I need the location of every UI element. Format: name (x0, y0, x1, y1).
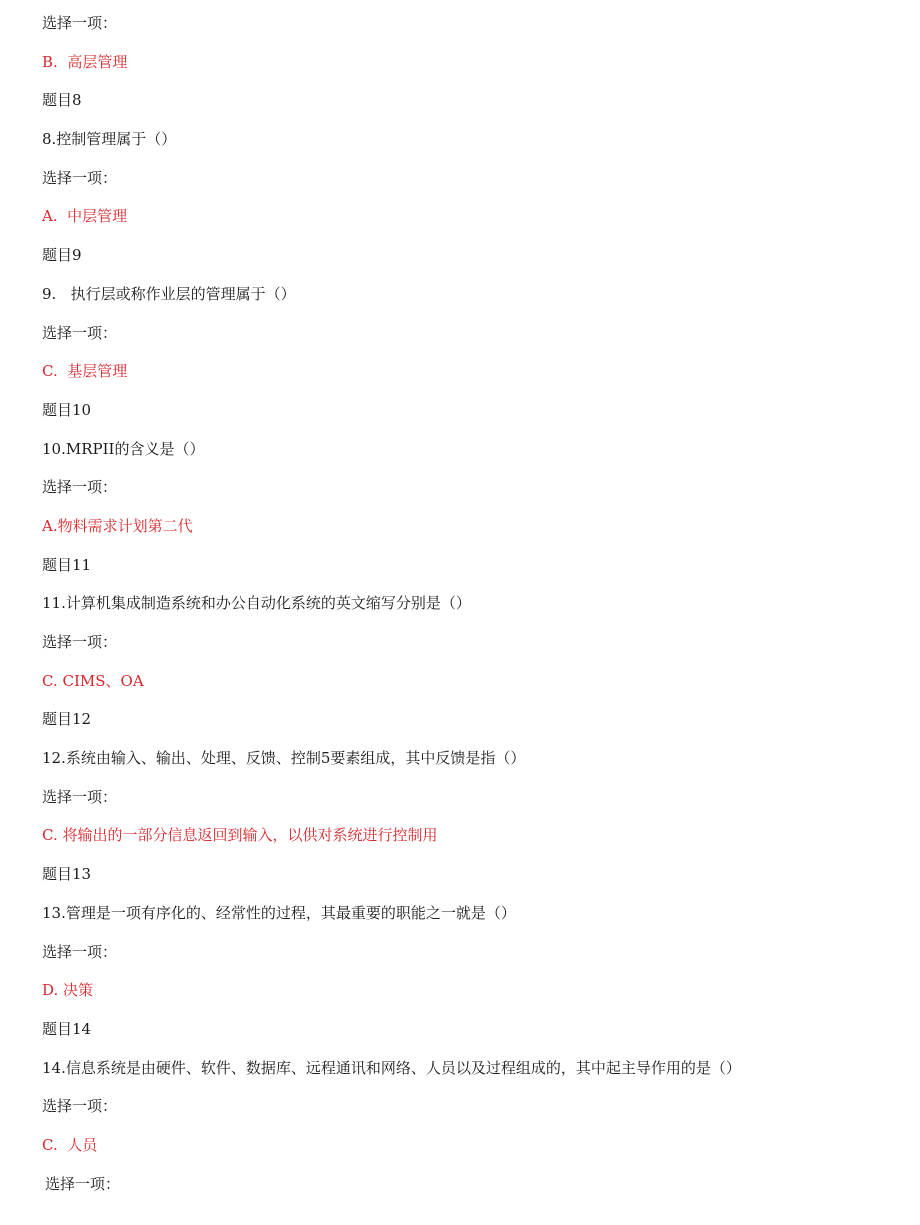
choose-one-prompt: 选择一项： (42, 942, 118, 961)
answer-option: C. 人员 (42, 1135, 98, 1154)
answer-option: C. 基层管理 (42, 362, 128, 381)
question-heading: 题目12 (42, 710, 92, 729)
question-heading: 题目14 (42, 1019, 92, 1038)
choose-one-prompt: 选择一项： (45, 1174, 121, 1193)
answer-option: D. 决策 (42, 981, 94, 1000)
answer-option: C. 将输出的一部分信息返回到输入，以供对系统进行控制用 (42, 826, 438, 845)
question-text: 13.管理是一项有序化的、经常性的过程，其最重要的职能之一就是（） (42, 903, 516, 922)
choose-one-prompt: 选择一项： (42, 168, 118, 187)
answer-option: A. 中层管理 (42, 207, 128, 226)
document-body (42, 13, 902, 1212)
answer-option: A.物料需求计划第二代 (42, 516, 193, 535)
question-heading: 题目13 (42, 865, 92, 884)
choose-one-prompt: 选择一项： (42, 478, 118, 497)
choose-one-prompt: 选择一项： (42, 323, 118, 342)
question-text: 9. 执行层或称作业层的管理属于（） (42, 284, 296, 303)
question-heading: 题目10 (42, 400, 92, 419)
question-text: 11.计算机集成制造系统和办公自动化系统的英文缩写分别是（） (42, 594, 471, 613)
choose-one-prompt: 选择一项： (42, 1097, 118, 1116)
answer-option: C. CIMS、OA (42, 671, 144, 690)
question-heading: 题目8 (42, 91, 82, 110)
question-text: 8.控制管理属于（） (42, 130, 177, 149)
choose-one-prompt: 选择一项： (42, 14, 118, 32)
question-heading: 题目11 (42, 555, 92, 574)
choose-one-prompt: 选择一项： (42, 787, 118, 806)
choose-one-prompt: 选择一项： (42, 633, 118, 651)
question-text: 12.系统由输入、输出、处理、反馈、控制5要素组成，其中反馈是指（） (42, 749, 526, 768)
question-text: 14.信息系统是由硬件、软件、数据库、远程通讯和网络、人员以及过程组成的，其中起主导作用的是（） (42, 1058, 741, 1077)
answer-option: B. 高层管理 (42, 52, 128, 71)
question-text: 10.MRPII的含义是（） (42, 439, 205, 458)
question-heading: 题目9 (42, 246, 82, 265)
